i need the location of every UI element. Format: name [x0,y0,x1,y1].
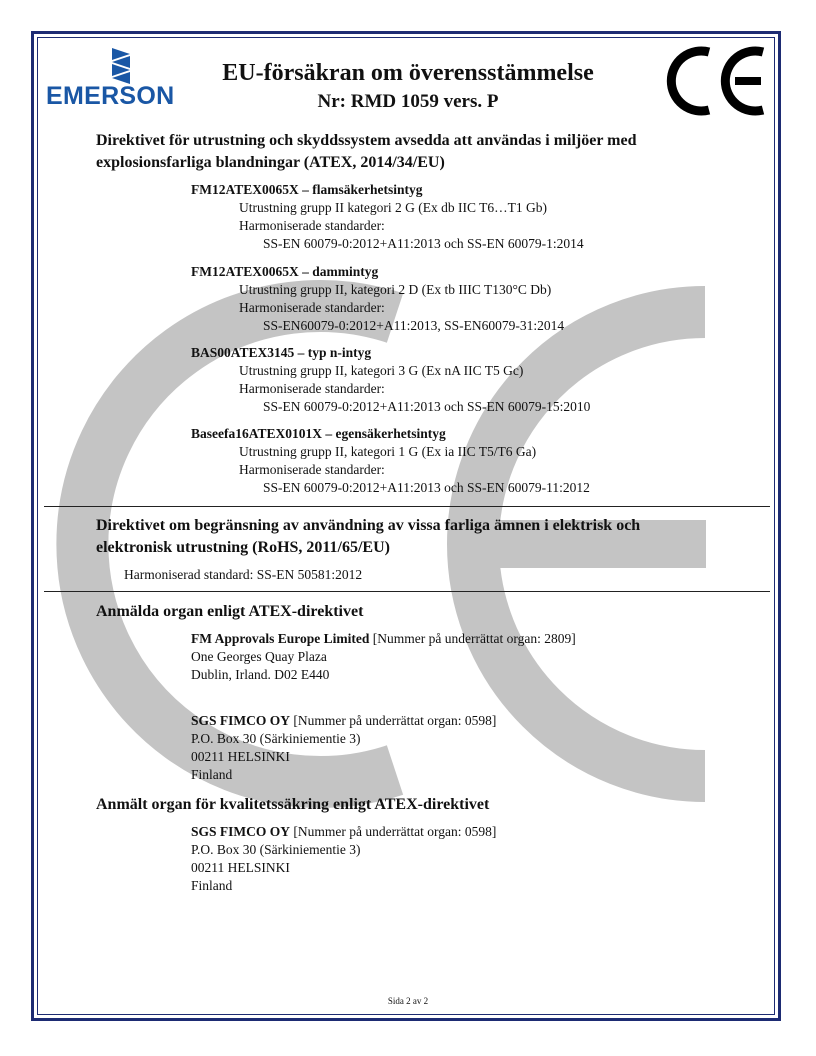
certificate-equipment: Utrustning grupp II, kategori 2 D (Ex tb IIIC T130°C Db) [239,282,552,297]
notified-body-number: [Nummer på underrättat organ: 2809] [369,631,576,646]
rohs-heading-line1: Direktivet om begränsning av användning av vissa farliga ämnen i elektrisk och [96,517,641,534]
atex-directive-heading [96,130,756,174]
standards-label: Harmoniserade standarder: [239,381,385,396]
address-line: One Georges Quay Plaza [191,649,327,664]
section-divider [44,591,770,592]
address-line: P.O. Box 30 (Särkiniementie 3) [191,842,361,857]
atex-heading-line2: explosionsfarliga blandningar (ATEX, 2014/34/EU) [96,154,445,171]
notified-body-name: SGS FIMCO OY [191,713,291,728]
address-line: Finland [191,767,233,782]
document-number: Nr: RMD 1059 vers. P [317,91,499,112]
quality-body-heading: Anmält organ för kvalitetssäkring enligt ATEX-direktivet [96,796,490,813]
standards-label: Harmoniserade standarder: [239,462,385,477]
quality-body [191,823,496,841]
address-line: 00211 HELSINKI [191,860,290,875]
notified-bodies-heading: Anmälda organ enligt ATEX-direktivet [96,603,364,620]
standards-list: SS-EN60079-0:2012+A11:2013, SS-EN60079-31:2014 [263,318,565,333]
section-divider [44,506,770,507]
notified-body [191,630,576,648]
logo-wordmark: EMERSON [46,82,175,110]
address-line: Dublin, Irland. D02 E440 [191,667,330,682]
certificate-name: FM12ATEX0065X – dammintyg [191,264,379,279]
standards-label: Harmoniserade standarder: [239,300,385,315]
address-line: 00211 HELSINKI [191,749,290,764]
certificate-name: Baseefa16ATEX0101X – egensäkerhetsintyg [191,426,446,441]
quality-body-number: [Nummer på underrättat organ: 0598] [290,824,497,839]
ce-mark-icon [665,44,769,118]
address-line: P.O. Box 30 (Särkiniementie 3) [191,731,361,746]
address-line: Finland [191,878,233,893]
rohs-heading-line2: elektronisk utrustning (RoHS, 2011/65/EU) [96,539,390,556]
notified-body [191,712,496,730]
page-title: EU-försäkran om överensstämmelse [222,60,594,86]
certificate-equipment: Utrustning grupp II, kategori 1 G (Ex ia IIC T5/T6 Ga) [239,444,537,459]
quality-body-name: SGS FIMCO OY [191,824,291,839]
certificate-equipment: Utrustning grupp II kategori 2 G (Ex db IIC T6…T1 Gb) [239,200,547,215]
certificate-equipment: Utrustning grupp II, kategori 3 G (Ex nA IIC T5 Gc) [239,363,524,378]
notified-body-name: FM Approvals Europe Limited [191,631,370,646]
rohs-directive-heading [96,515,756,559]
rohs-standard: Harmoniserad standard: SS-EN 50581:2012 [124,567,363,582]
certificate-name: BAS00ATEX3145 – typ n-intyg [191,345,372,360]
certificate-name: FM12ATEX0065X – flamsäkerhetsintyg [191,182,423,197]
standards-list: SS-EN 60079-0:2012+A11:2013 och SS-EN 60079-15:2010 [263,399,591,414]
standards-label: Harmoniserade standarder: [239,218,385,233]
standards-list: SS-EN 60079-0:2012+A11:2013 och SS-EN 60079-11:2012 [263,480,590,495]
notified-body-number: [Nummer på underrättat organ: 0598] [290,713,497,728]
standards-list: SS-EN 60079-0:2012+A11:2013 och SS-EN 60079-1:2014 [263,236,584,251]
atex-heading-line1: Direktivet för utrustning och skyddssystem avsedda att användas i miljöer med [96,132,637,149]
page-number: Sida 2 av 2 [387,996,429,1006]
